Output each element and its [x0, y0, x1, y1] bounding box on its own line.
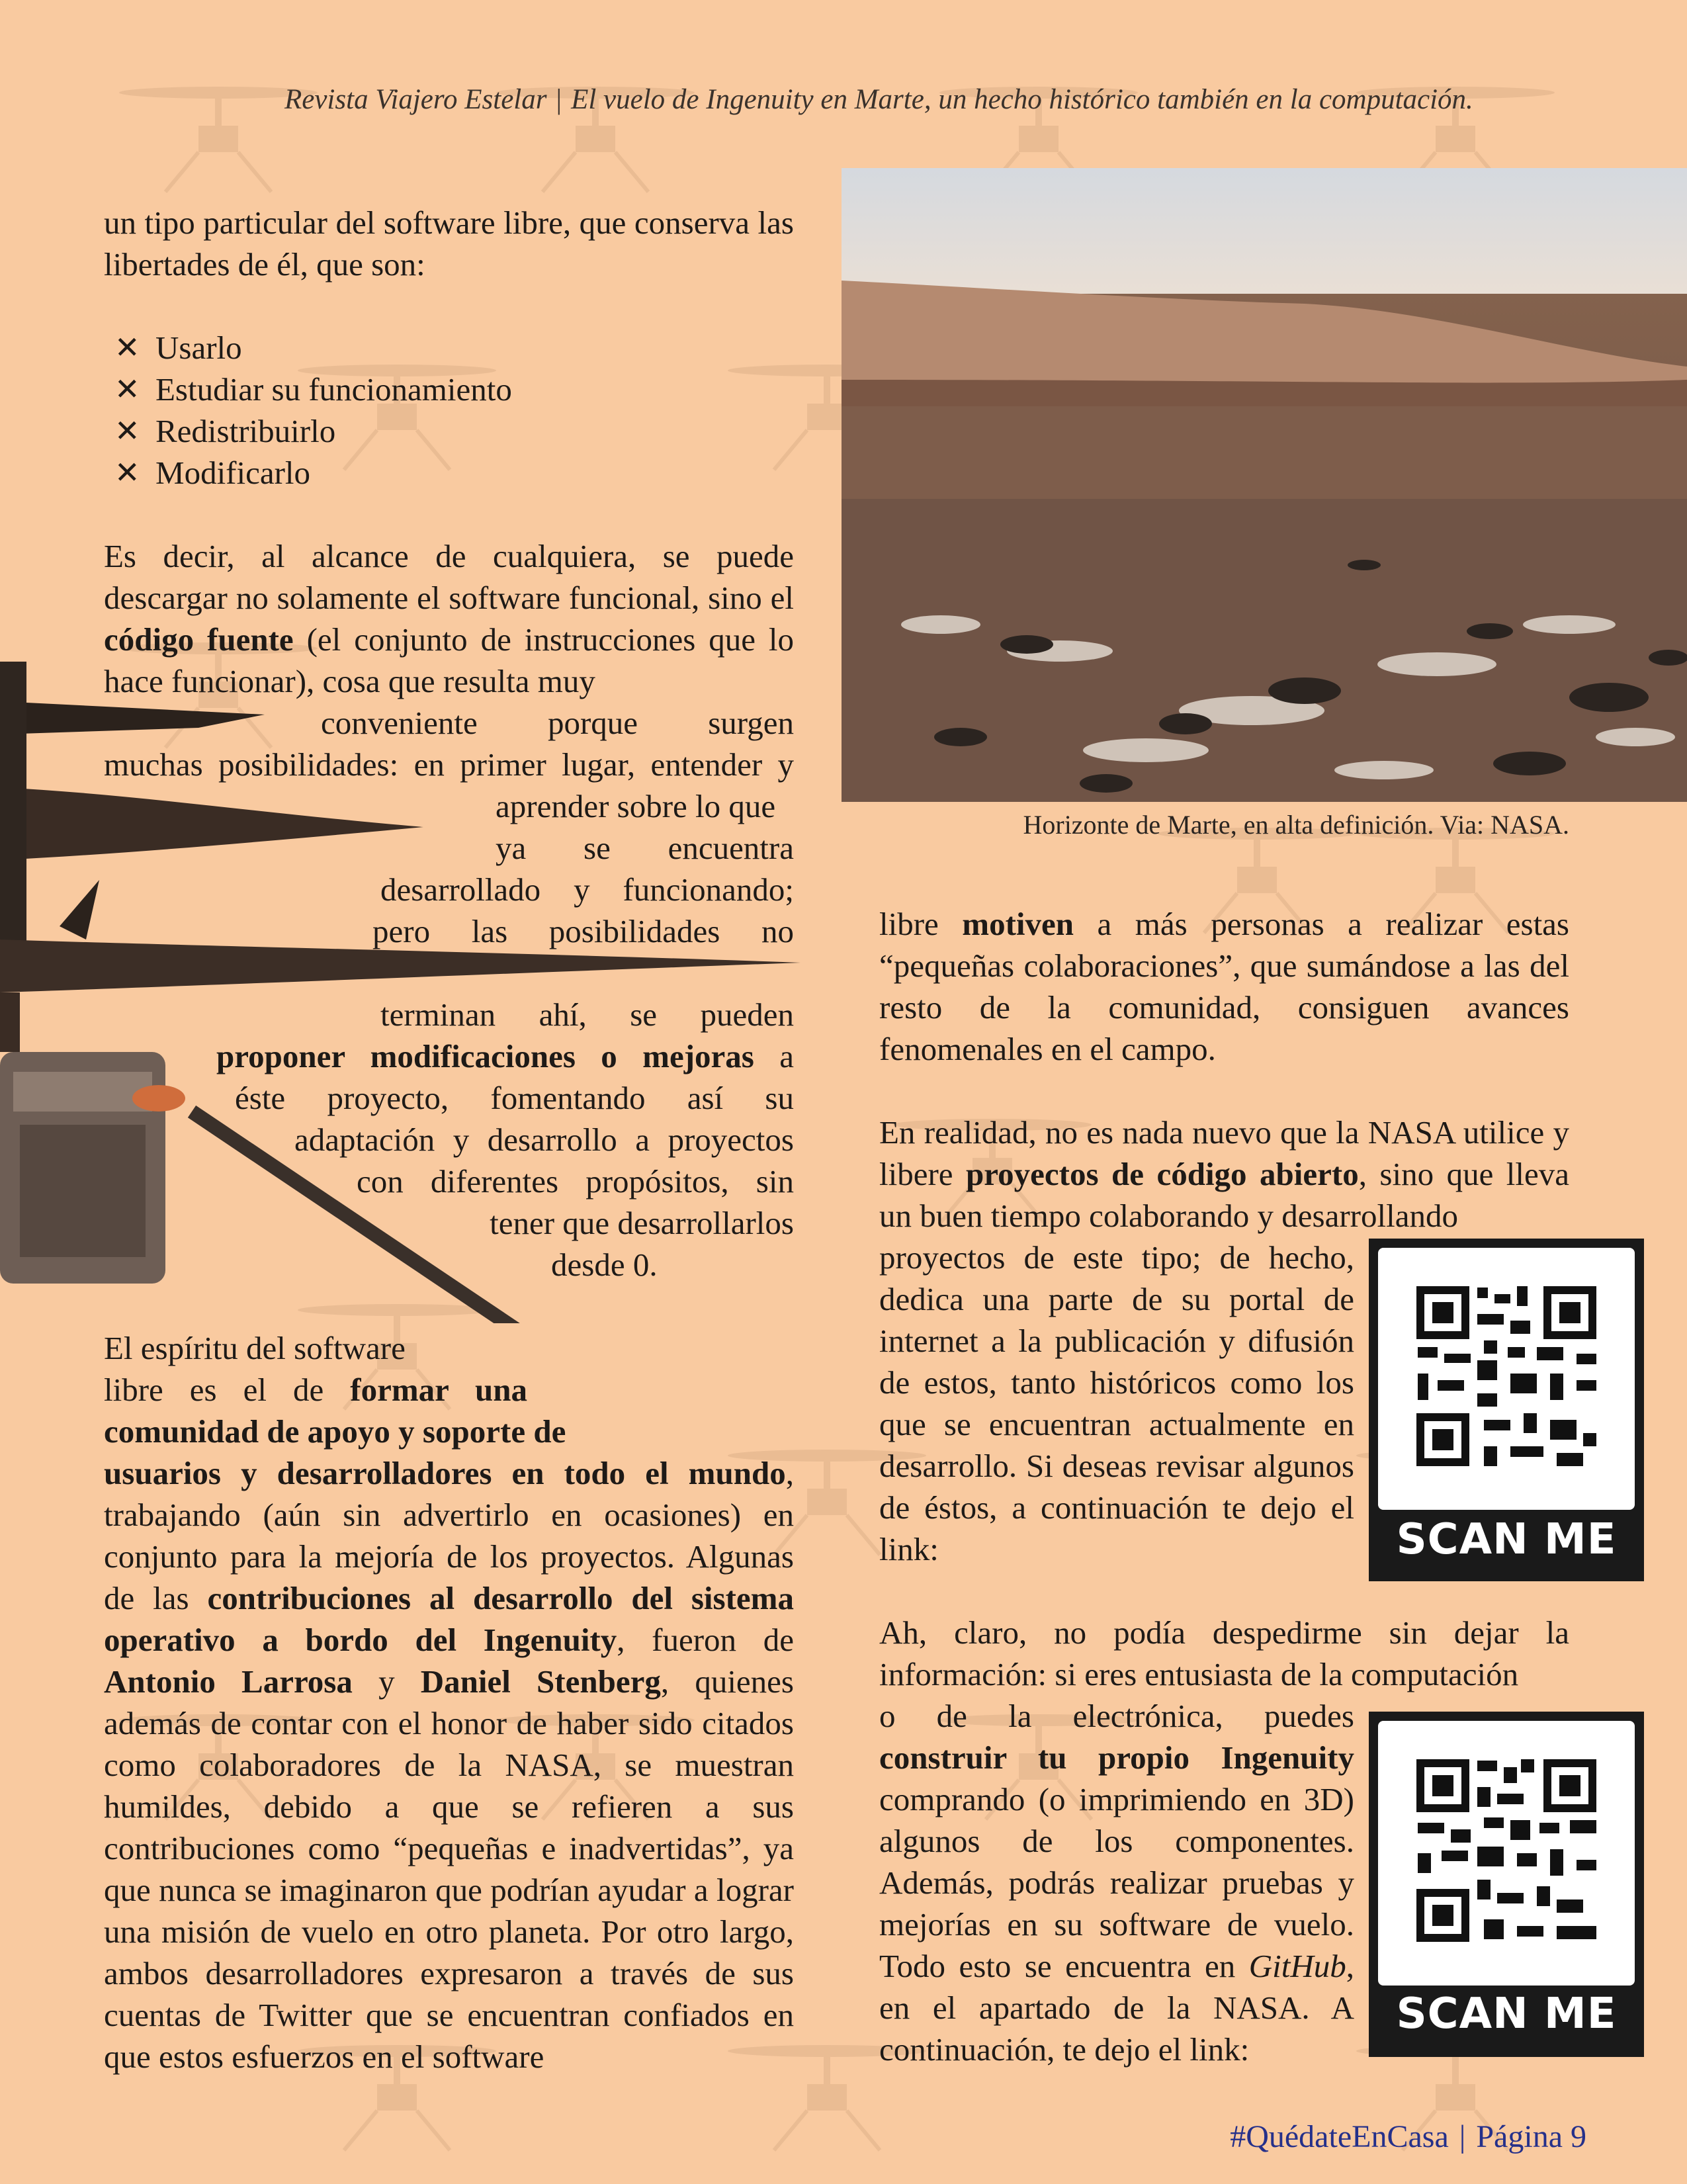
qr-code-github-ingenuity[interactable]: [1369, 1712, 1644, 2057]
article-title: El vuelo de Ingenuity en Marte, un hecho histórico también en la computación.: [571, 84, 1473, 115]
scan-me-label: SCAN ME: [1396, 1989, 1617, 2038]
left-column: [104, 202, 794, 2077]
x-mark-icon: ✕: [114, 456, 140, 490]
running-header: [284, 83, 1581, 116]
photo-caption: Horizonte de Marte, en alta definición. Via: NASA.: [1023, 810, 1569, 840]
qr-code-icon: [1378, 1248, 1635, 1510]
magazine-name: Revista Viajero Estelar: [284, 84, 547, 115]
list-item: ✕ Usarlo: [104, 327, 794, 369]
qr-code-pattern: [1378, 1721, 1635, 1986]
mars-horizon-photo: [842, 168, 1687, 802]
nasa-portal-paragraph: proyectos de este tipo; de hecho, dedica una parte de su portal de internet a la publicación y difusión de estos, tanto históricos como los que se encuentran actualmente en desarrollo. Si deseas revisar algunos de éstos, a continuación te dejo el link:: [879, 1239, 1354, 1567]
qr-code-icon: [1378, 1721, 1635, 1986]
build-ingenuity-intro: Ah, claro, no podía despedirme sin dejar la información: si eres entusiasta de la computación: [879, 1614, 1569, 1692]
list-item: ✕ Estudiar su funcionamiento: [104, 369, 794, 410]
hashtag: #QuédateEnCasa: [1230, 2119, 1449, 2154]
page-footer: [1230, 2118, 1586, 2155]
page-number: Página 9: [1476, 2119, 1586, 2154]
wrapped-lines-cont: terminan ahí, se pueden proponer modificaciones o mejoras a éste proyecto, fomentando así su adaptación y desarrollo a proyectos con diferentes propósitos, sin tener que desarrollarlos desde 0.: [216, 996, 795, 1283]
nasa-open-source-paragraph: En realidad, no es nada nuevo que la NASA utilice y libere proyectos de código abierto, sino que lleva un buen tiempo colaborando y desarrollando: [879, 1114, 1570, 1234]
mars-landscape-image: [842, 168, 1687, 802]
scan-me-label: SCAN ME: [1396, 1515, 1617, 1564]
qr-code-pattern: [1378, 1248, 1635, 1510]
list-item: ✕ Redistribuirlo: [104, 410, 794, 452]
x-mark-icon: ✕: [114, 372, 140, 406]
motivation-paragraph: libre motiven a más personas a realizar estas “pequeñas colaboraciones”, que sumándose a las del resto de la comunidad, consiguen avances fenomenales en el campo.: [879, 906, 1569, 1067]
list-item: ✕ Modificarlo: [104, 452, 794, 494]
intro-paragraph: un tipo particular del software libre, que conserva las libertades de él, que son:: [104, 204, 794, 283]
qr-code-nasa-projects[interactable]: [1369, 1239, 1644, 1581]
footer-separator: |: [1459, 2119, 1466, 2154]
open-source-paragraph: Es decir, al alcance de cualquiera, se puede descargar no solamente el software funcional, sino el código fuente (el conjunto de instrucciones que lo hace funcionar), cosa que resulta muy: [104, 538, 795, 699]
build-ingenuity-paragraph: o de la electrónica, puedes construir tu propio Ingenuity comprando (o imprimiendo en 3D) algunos de los componentes. Además, podrás realizar pruebas y mejorías en su software de vuelo. Todo esto se encuentra en GitHub, en el apartado de la NASA. A continuación, te dejo el link:: [879, 1698, 1355, 2068]
x-mark-icon: ✕: [114, 331, 140, 365]
community-paragraph: El espíritu del software libre es el de formar una comunidad de apoyo y soporte de usuarios y desarrolladores en todo el mundo, trabajando (aún sin advertirlo en ocasiones) en conjunto para la mejoría de los proyectos. Algunas de las contribuciones al desarrollo del sistema operativo a bordo del Ingenuity, fueron de Antonio Larrosa y Daniel Stenberg, quienes además de contar con el honor de haber sido citados como colaboradores de la NASA, se muestran humildes, debido a que se refieren a sus contribuciones como “pequeñas e inadvertidas”, ya que nunca se imaginaron que podrían ayudar a lograr una misión de vuelo en otro planeta. Por otro largo, ambos desarrolladores expresaron a través de sus cuentas de Twitter que se encuentran confiados en que estos esfuerzos en el software: [104, 1330, 794, 2075]
header-separator: |: [556, 84, 562, 115]
freedoms-list: [104, 327, 794, 494]
x-mark-icon: ✕: [114, 414, 140, 448]
wrapped-lines: conveniente porque surgen muchas posibilidades: en primer lugar, entender y aprender sobre lo que ya se encuentra desarrollado y funcionando; pero las posibilidades no: [104, 705, 794, 949]
